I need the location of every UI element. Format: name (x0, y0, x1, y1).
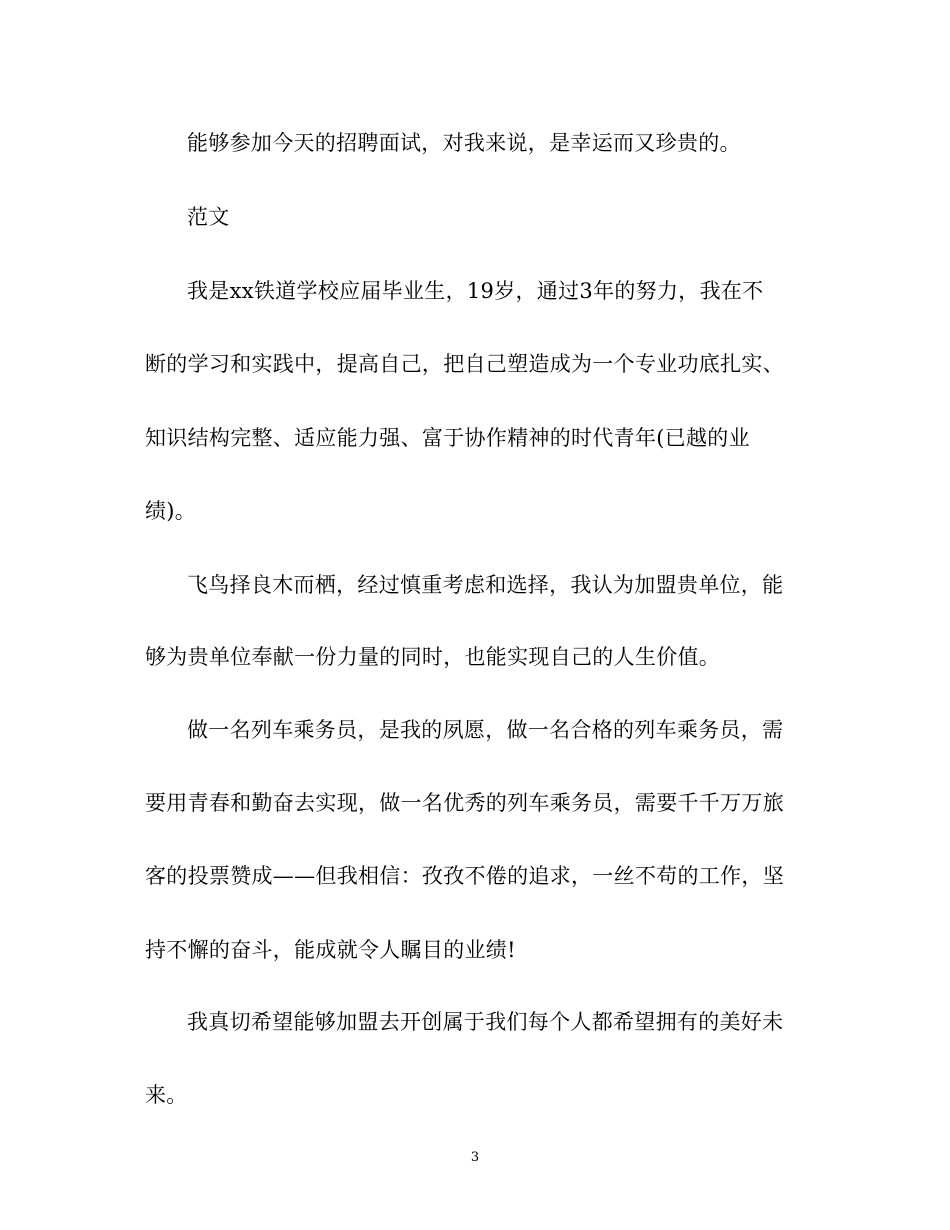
text-line: 知识结构完整、适应能力强、富于协作精神的时代青年(已越的业 (145, 426, 750, 450)
text-line: 断的学习和实践中，提高自己，把自己塑造成为一个专业功底扎实、 (145, 352, 784, 376)
text-line: 绩)。 (145, 499, 197, 523)
text-line: 要用青春和勤奋去实现，做一名优秀的列车乘务员，需要千千万万旅 (145, 791, 784, 815)
text-line: 持不懈的奋斗，能成就令人瞩目的业绩! (145, 938, 516, 962)
text-line: 我真切希望能够加盟去开创属于我们每个人都希望拥有的美好未 (187, 1010, 784, 1034)
text-line: 够为贵单位奉献一份力量的同时，也能实现自己的人生价值。 (145, 645, 721, 669)
page-number: 3 (470, 1150, 480, 1165)
text-line: 客的投票赞成——但我相信：孜孜不倦的追求，一丝不苟的工作，坚 (145, 864, 784, 888)
text-line: 我是xx铁道学校应届毕业生，19岁，通过3年的努力，我在不 (187, 279, 764, 303)
text-line: 来。 (145, 1083, 188, 1107)
text-line: 范文 (187, 205, 230, 229)
text-line: 飞鸟择良木而栖，经过慎重考虑和选择，我认为加盟贵单位，能 (187, 573, 784, 597)
text-line: 做一名列车乘务员，是我的夙愿，做一名合格的列车乘务员，需 (187, 718, 784, 742)
text-line: 能够参加今天的招聘面试，对我来说，是幸运而又珍贵的。 (187, 131, 741, 155)
